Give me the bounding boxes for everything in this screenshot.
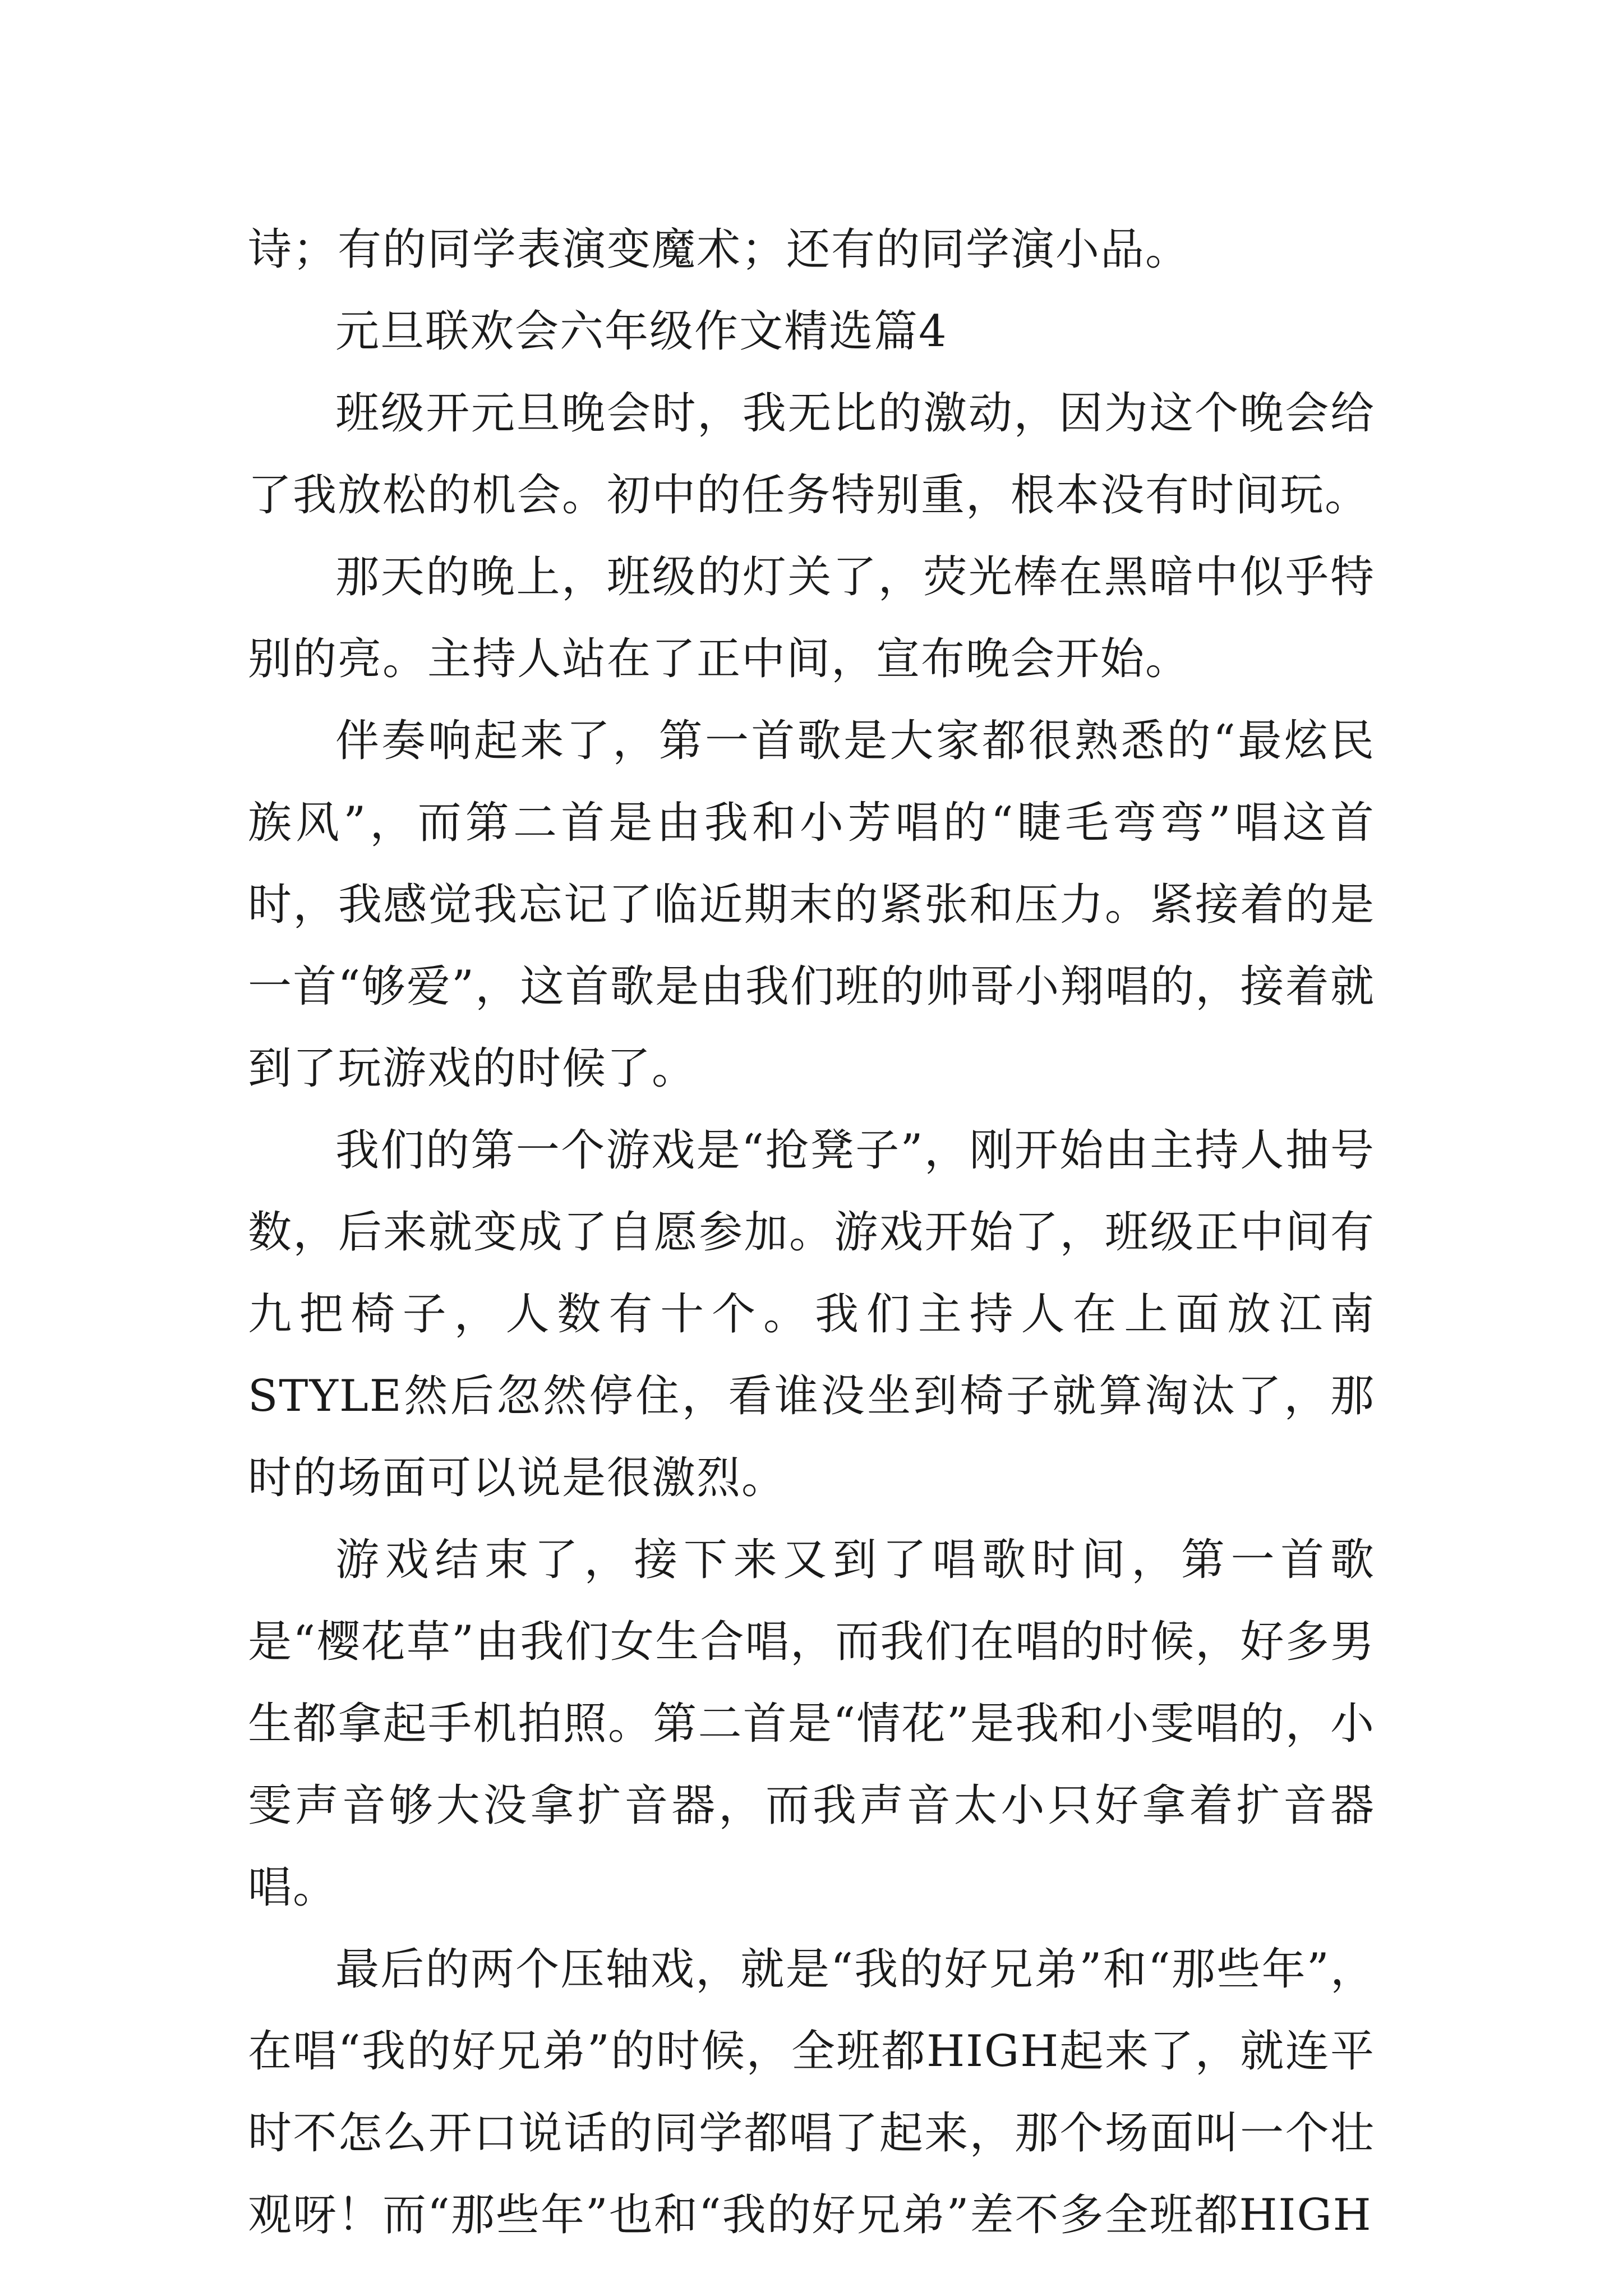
section-heading: 元旦联欢会六年级作文精选篇4 [335,306,948,357]
paragraph: 游戏结束了，接下来又到了唱歌时间，第一首歌是“樱花草”由我们女生合唱，而我们在唱的时候，好多男生都拿起手机拍照。第二首是“情花”是我和小雯唱的，小雯声音够大没拿扩音器，而我声音太小只好拿着扩音器唱。 [248,1535,1375,1913]
paragraph: 伴奏响起来了，第一首歌是大家都很熟悉的“最炫民族风”，而第二首是由我和小芳唱的“睫毛弯弯”唱这首时，我感觉我忘记了临近期末的紧张和压力。紧接着的是一首“够爱”，这首歌是由我们班的帅哥小翔唱的，接着就到了玩游戏的时候了。 [248,716,1375,1094]
paragraph: 我们的第一个游戏是“抢凳子”，刚开始由主持人抽号数，后来就变成了自愿参加。游戏开始了，班级正中间有九把椅子，人数有十个。我们主持人在上面放江南STYLE然后忽然停住，看谁没坐到椅子就算淘汰了，那时的场面可以说是很激烈。 [248,1125,1375,1503]
document-body [248,209,1375,2256]
paragraph-continuation: 诗；有的同学表演变魔术；还有的同学演小品。 [248,224,1191,275]
paragraph: 班级开元旦晚会时，我无比的激动，因为这个晚会给了我放松的机会。初中的任务特别重，根本没有时间玩。 [248,388,1375,521]
paragraph: 最后的两个压轴戏，就是“我的好兄弟”和“那些年”，在唱“我的好兄弟”的时候，全班都HIGH起来了，就连平时不怎么开口说话的同学都唱了起来，那个场面叫一个壮观呀！而“那些年”也和“我的好兄弟”差不多全班都HIGH [248,1944,1375,2240]
paragraph: 那天的晚上，班级的灯关了，荧光棒在黑暗中似乎特别的亮。主持人站在了正中间，宣布晚会开始。 [248,552,1375,684]
